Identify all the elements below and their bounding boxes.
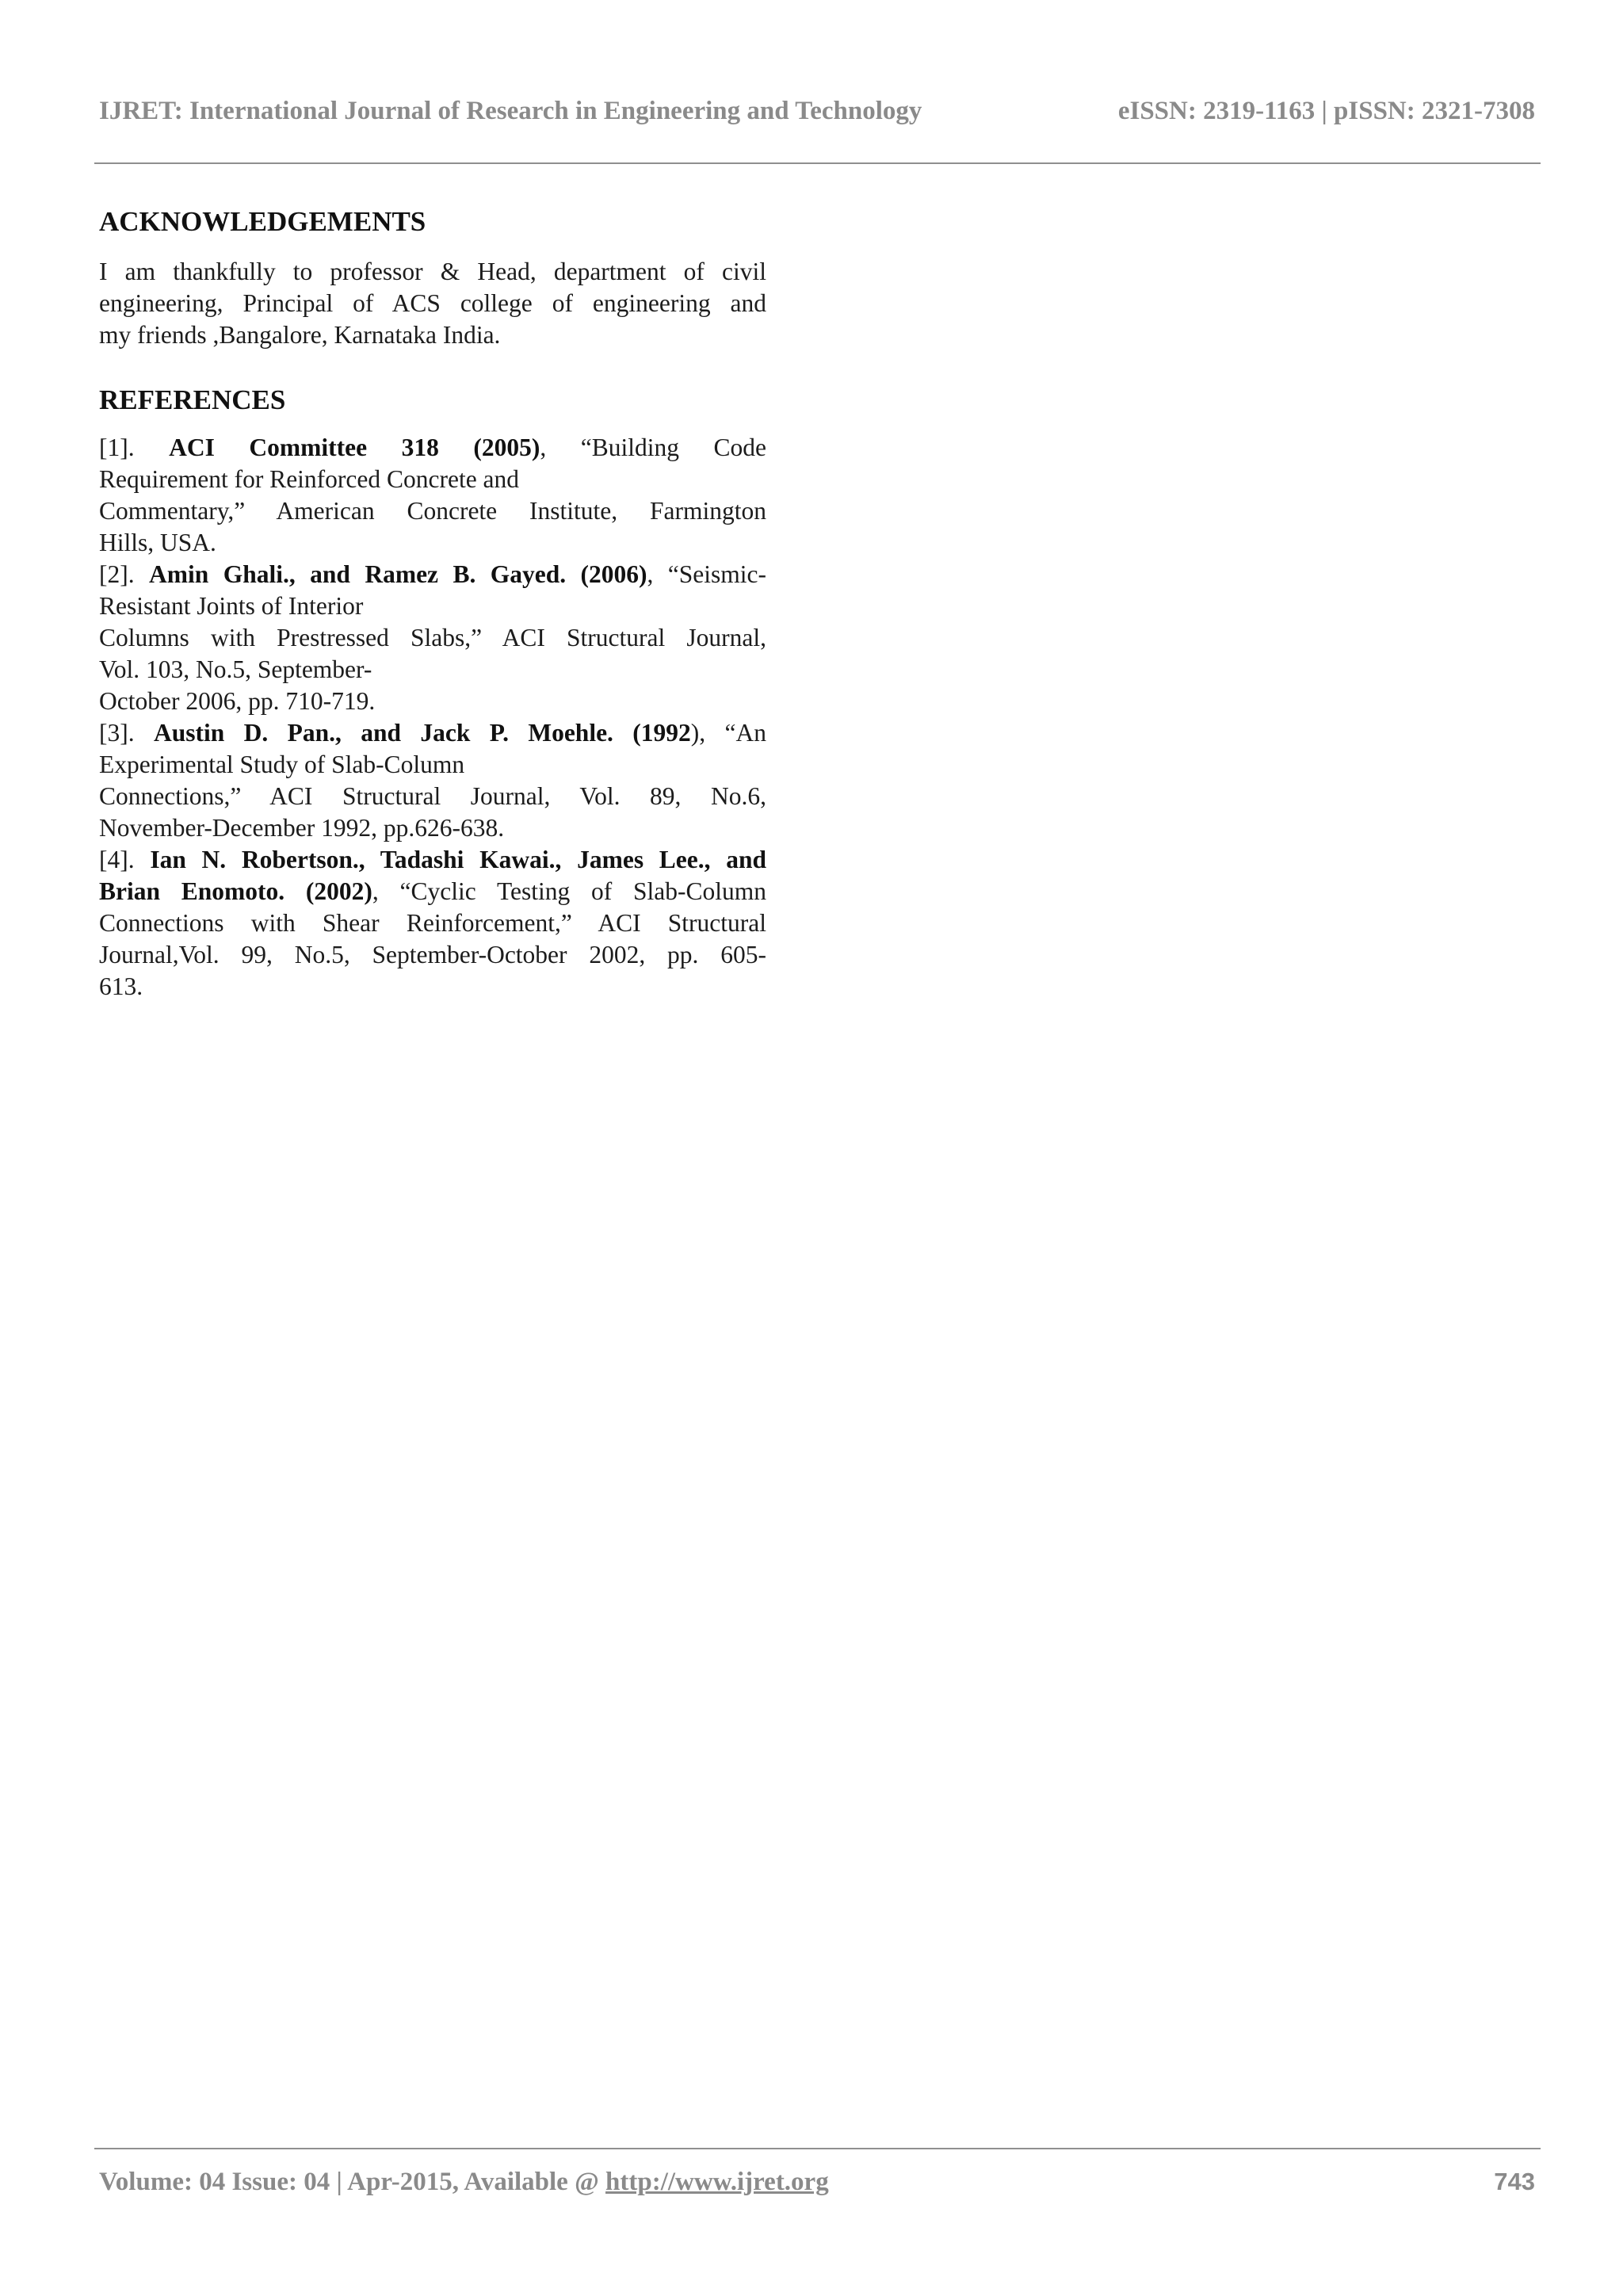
ref-line: Vol. 103, No.5, September- — [99, 655, 372, 683]
ref-line: Journal,Vol. 99, No.5, September-October 2002, pp. 605- — [99, 941, 766, 968]
ack-line: my friends ,Bangalore, Karnataka India. — [99, 321, 501, 349]
ref-line: October 2006, pp. 710-719. — [99, 687, 376, 715]
ref-number: [2]. — [99, 560, 135, 588]
ref-line: Resistant Joints of Interior — [99, 592, 364, 620]
ref-line — [99, 876, 766, 907]
ack-line: I am thankfully to professor & Head, department of civil — [99, 258, 766, 285]
header-divider — [94, 162, 1541, 164]
ref-line: Commentary,” American Concrete Institute, Farmington — [99, 497, 766, 525]
ref-authors: Ian N. Robertson., Tadashi Kawai., James Lee., and — [150, 846, 766, 873]
ref-title-start: , “Cyclic Testing of Slab-Column — [372, 877, 767, 905]
ref-line: Requirement for Reinforced Concrete and — [99, 465, 520, 493]
reference-4 — [99, 844, 766, 876]
journal-url-link[interactable]: http://www.ijret.org — [605, 2168, 829, 2196]
reference-2 — [99, 559, 766, 590]
journal-title: IJRET: International Journal of Research in Engineering and Technology — [99, 97, 922, 125]
running-footer — [99, 2168, 1535, 2207]
ref-title-start: ), “An — [690, 719, 767, 747]
ref-authors: ACI Committee 318 (2005) — [169, 434, 540, 461]
volume-text: Volume: 04 Issue: 04 | Apr-2015, Available @ — [99, 2168, 606, 2196]
ref-line: Connections,” ACI Structural Journal, Vol. 89, No.6, — [99, 782, 766, 810]
ref-line: Hills, USA. — [99, 529, 216, 556]
page-number: 743 — [1494, 2168, 1535, 2195]
footer-divider — [94, 2148, 1541, 2149]
ref-number: [4]. — [99, 846, 135, 873]
reference-3 — [99, 717, 766, 749]
ref-authors: Amin Ghali., and Ramez B. Gayed. (2006) — [149, 560, 647, 588]
ack-line: engineering, Principal of ACS college of engineering and — [99, 289, 766, 317]
ref-line: Experimental Study of Slab-Column — [99, 751, 465, 778]
ref-number: [1]. — [99, 434, 135, 461]
reference-list — [99, 432, 766, 1003]
volume-info — [99, 2168, 829, 2197]
issn-numbers: eISSN: 2319-1163 | pISSN: 2321-7308 — [1117, 97, 1535, 125]
ref-line: Columns with Prestressed Slabs,” ACI Structural Journal, — [99, 624, 766, 651]
acknowledgements-text — [99, 256, 766, 351]
ref-title-start: , “Seismic- — [647, 560, 767, 588]
ref-authors: Austin D. Pan., and Jack P. Moehle. (1992 — [153, 719, 691, 747]
reference-1 — [99, 432, 766, 464]
acknowledgements-heading: ACKNOWLEDGEMENTS — [99, 206, 426, 237]
ref-line: 613. — [99, 972, 143, 1000]
ref-line: Connections with Shear Reinforcement,” ACI Structural — [99, 909, 766, 937]
ref-number: [3]. — [99, 719, 135, 747]
ref-authors: Brian Enomoto. (2002) — [99, 877, 372, 905]
ref-title-start: , “Building Code — [540, 434, 767, 461]
ref-line: November-December 1992, pp.626-638. — [99, 814, 505, 842]
running-header — [99, 97, 1535, 136]
references-heading: REFERENCES — [99, 384, 286, 415]
